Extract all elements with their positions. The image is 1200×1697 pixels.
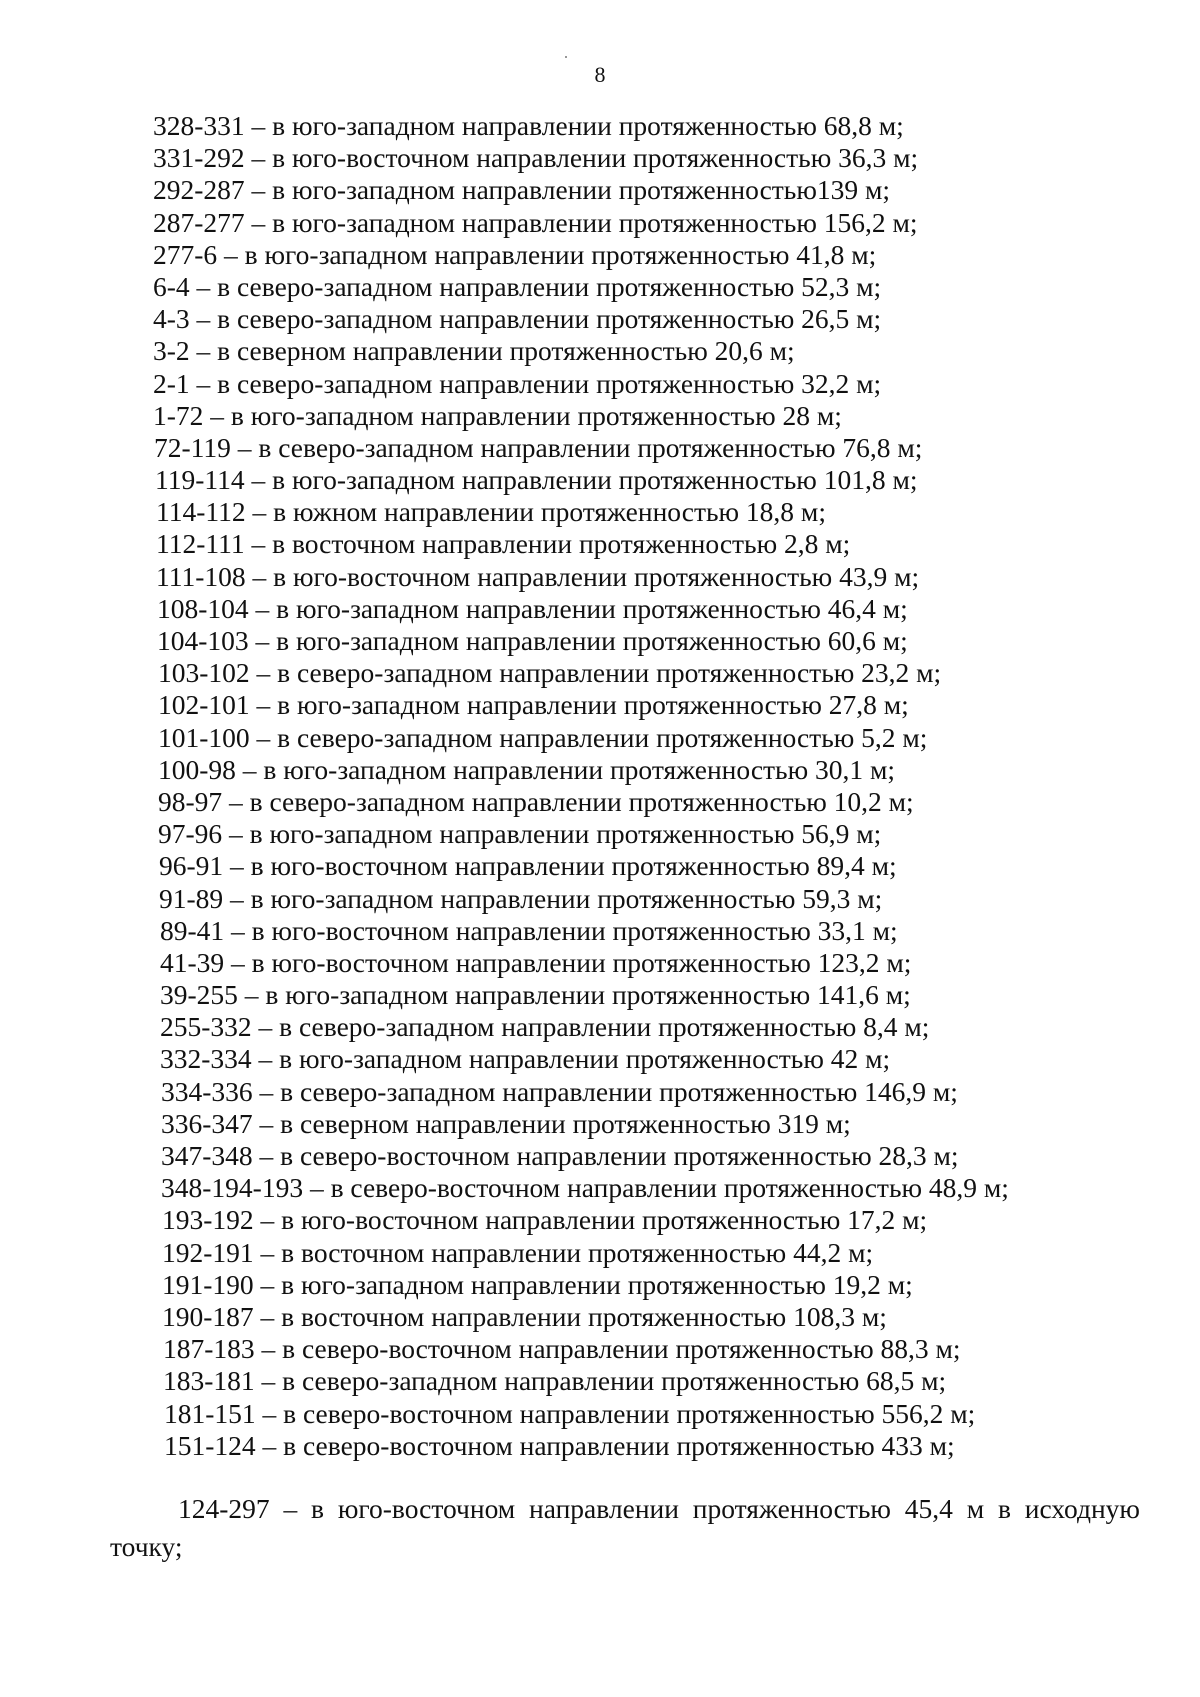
segment-line: 111-108 – в юго-восточном направлении протяженностью 43,9 м; <box>156 560 920 592</box>
segment-line: 41-39 – в юго-восточном направлении протяженностью 123,2 м; <box>160 946 912 978</box>
segment-line: 332-334 – в юго-западном направлении протяженностью 42 м; <box>160 1043 891 1075</box>
segment-line: 277-6 – в юго-западном направлении протяженностью 41,8 м; <box>153 238 877 270</box>
segment-line: 190-187 – в восточном направлении протяженностью 108,3 м; <box>162 1300 887 1332</box>
segment-line: 192-191 – в восточном направлении протяженностью 44,2 м; <box>162 1236 874 1268</box>
final-segment-word: в <box>997 1493 1011 1524</box>
segment-line: 97-96 – в юго-западном направлении протяженностью 56,9 м; <box>158 818 882 850</box>
segment-line: 4-3 – в северо-западном направлении протяженностью 26,5 м; <box>153 303 882 335</box>
segment-line: 98-97 – в северо-западном направлении протяженностью 10,2 м; <box>158 785 914 817</box>
segment-line: 103-102 – в северо-западном направлении протяженностью 23,2 м; <box>158 657 942 689</box>
final-segment-word: 124-297 <box>178 1493 270 1524</box>
segment-list <box>0 110 1200 1462</box>
segment-line: 255-332 – в северо-западном направлении протяженностью 8,4 м; <box>160 1011 930 1043</box>
final-segment-word: в <box>311 1493 325 1524</box>
segment-line: 3-2 – в северном направлении протяженностью 20,6 м; <box>153 335 795 367</box>
segment-line: 89-41 – в юго-восточном направлении протяженностью 33,1 м; <box>160 914 898 946</box>
final-segment-word: юго-восточном <box>337 1493 516 1524</box>
final-segment-line <box>178 1493 1140 1525</box>
segment-line: 187-183 – в северо-восточном направлении протяженностью 88,3 м; <box>163 1333 961 1365</box>
segment-line: 181-151 – в северо-восточном направлении протяженностью 556,2 м; <box>164 1397 976 1429</box>
segment-line: 183-181 – в северо-западном направлении протяженностью 68,5 м; <box>163 1365 947 1397</box>
segment-line: 114-112 – в южном направлении протяженностью 18,8 м; <box>156 496 826 528</box>
final-segment-word: направлении <box>529 1493 679 1524</box>
segment-line: 108-104 – в юго-западном направлении протяженностью 46,4 м; <box>157 592 908 624</box>
segment-line: 96-91 – в юго-восточном направлении протяженностью 89,4 м; <box>159 850 897 882</box>
segment-line: 191-190 – в юго-западном направлении протяженностью 19,2 м; <box>162 1268 913 1300</box>
segment-line: 336-347 – в северном направлении протяженностью 319 м; <box>161 1107 851 1139</box>
segment-line: 334-336 – в северо-западном направлении протяженностью 146,9 м; <box>161 1075 958 1107</box>
segment-line: 104-103 – в юго-западном направлении протяженностью 60,6 м; <box>157 625 908 656</box>
segment-line: 347-348 – в северо-восточном направлении протяженностью 28,3 м; <box>161 1140 959 1171</box>
scan-speck <box>565 56 567 58</box>
segment-line: 112-111 – в восточном направлении протяженностью 2,8 м; <box>156 528 851 560</box>
segment-line: 102-101 – в юго-западном направлении протяженностью 27,8 м; <box>158 689 909 721</box>
final-segment-word: исходную <box>1024 1493 1140 1524</box>
final-segment-word: 45,4 <box>904 1493 953 1524</box>
segment-line: 292-287 – в юго-западном направлении протяженностью139 м; <box>153 174 891 206</box>
segment-line: 193-192 – в юго-восточном направлении протяженностью 17,2 м; <box>162 1204 928 1236</box>
segment-line: 328-331 – в юго-западном направлении протяженностью 68,8 м; <box>153 110 904 141</box>
segment-line: 348-194-193 – в северо-восточном направлении протяженностью 48,9 м; <box>161 1172 1009 1204</box>
page-number: 8 <box>594 62 606 87</box>
segment-line: 100-98 – в юго-западном направлении протяженностью 30,1 м; <box>158 753 896 785</box>
final-segment-word: м <box>966 1493 985 1524</box>
segment-line: 331-292 – в юго-восточном направлении протяженностью 36,3 м; <box>153 142 919 174</box>
segment-line: 6-4 – в северо-западном направлении протяженностью 52,3 м; <box>153 270 882 302</box>
final-segment-word: – <box>283 1493 298 1524</box>
segment-line: 287-277 – в юго-западном направлении протяженностью 156,2 м; <box>153 206 918 238</box>
final-segment-word: протяженностью <box>692 1493 891 1524</box>
segment-line: 91-89 – в юго-западном направлении протяженностью 59,3 м; <box>159 882 883 914</box>
segment-line: 72-119 – в северо-западном направлении протяженностью 76,8 м; <box>154 431 923 463</box>
segment-line: 119-114 – в юго-западном направлении протяженностью 101,8 м; <box>155 464 918 496</box>
segment-line: 151-124 – в северо-восточном направлении протяженностью 433 м; <box>164 1429 955 1461</box>
segment-line: 101-100 – в северо-западном направлении протяженностью 5,2 м; <box>158 721 928 753</box>
segment-line: 39-255 – в юго-западном направлении протяженностью 141,6 м; <box>160 979 911 1011</box>
final-segment-continuation: точку; <box>110 1531 183 1562</box>
segment-line: 1-72 – в юго-западном направлении протяженностью 28 м; <box>153 399 842 431</box>
segment-line: 2-1 – в северо-западном направлении протяженностью 32,2 м; <box>153 367 882 399</box>
